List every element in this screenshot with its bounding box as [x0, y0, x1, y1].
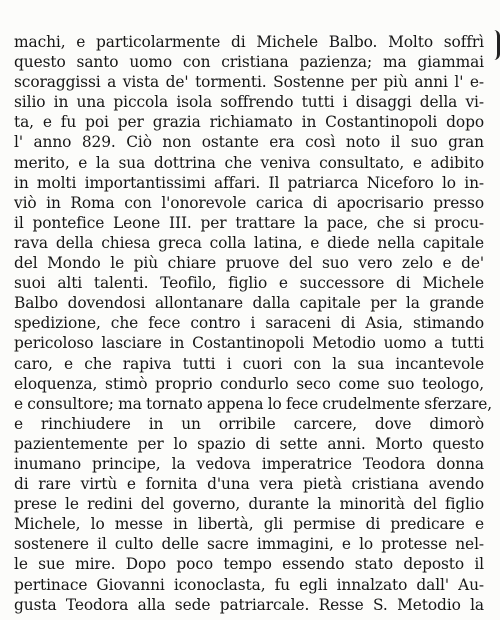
text-line: l' anno 829. Ciò non ostante era così noto il suo gran: [14, 133, 484, 152]
text-line: eloquenza, stimò proprio condurlo seco come suo teologo,: [14, 374, 484, 393]
text-line: pericoloso lasciare in Costantinopoli Metodio uomo a tutti: [14, 334, 484, 353]
body-text: [14, 32, 493, 615]
text-line: le sue mire. Dopo poco tempo essendo stato deposto il: [14, 555, 484, 574]
text-line: machi, e particolarmente di Michele Balbo. Molto soffrì: [14, 33, 484, 51]
text-line: rava della chiesa greca colla latina, e diede nella capitale: [14, 233, 484, 252]
text-line: Michele, lo messe in libertà, gli permise di predicare e: [14, 515, 484, 534]
text-line: viò in Roma con l'onorevole carica di apocrisario presso: [14, 193, 484, 212]
text-line: questo santo uomo con cristiana pazienza; ma giammai: [14, 53, 484, 72]
text-line: prese le redini del governo, durante la minorità del figlio: [14, 495, 484, 514]
text-line: spedizione, che fece contro i saraceni di Asia, stimando: [14, 314, 484, 333]
text-line: pertinace Giovanni iconoclasta, fu egli innalzato dall' Au-: [14, 575, 484, 594]
text-line: sostenere il culto delle sacre immagini, e lo protesse nel-: [14, 535, 484, 554]
page-edge-mark: [485, 30, 500, 60]
text-line: pazientemente per lo spazio di sette anni. Morto questo: [14, 434, 484, 453]
text-line: e consultore; ma tornato appena lo fece crudelmente sferzare,: [14, 394, 493, 413]
text-line: di rare virtù e fornita d'una vera pietà cristiana avendo: [14, 475, 484, 494]
text-line: caro, e che rapiva tutti i cuori con la sua incantevole: [14, 354, 484, 373]
text-line: suoi alti talenti. Teofilo, figlio e successore di Michele: [14, 274, 484, 293]
text-line: e rinchiudere in un orribile carcere, dove dimorò: [14, 414, 484, 433]
text-line: inumano principe, la vedova imperatrice Teodora donna: [14, 454, 484, 473]
text-line: il pontefice Leone III. per trattare la pace, che si procu-: [14, 213, 484, 232]
text-line: gusta Teodora alla sede patriarcale. Resse S. Metodio la: [14, 595, 484, 614]
text-line: del Mondo le più chiare pruove del suo vero zelo e de': [14, 254, 484, 273]
text-line: scoraggissi a vista de' tormenti. Sostenne per più anni l' e-: [14, 73, 484, 92]
text-line: Balbo dovendosi allontanare dalla capitale per la grande: [14, 294, 484, 313]
text-line: in molti importantissimi affari. Il patriarca Niceforo lo in-: [14, 173, 484, 192]
text-line: ta, e fu poi per grazia richiamato in Costantinopoli dopo: [14, 113, 484, 132]
text-line: merito, e la sua dottrina che veniva consultato, e adibito: [14, 153, 484, 172]
text-line: silio in una piccola isola soffrendo tutti i disaggi della vi-: [14, 93, 484, 112]
